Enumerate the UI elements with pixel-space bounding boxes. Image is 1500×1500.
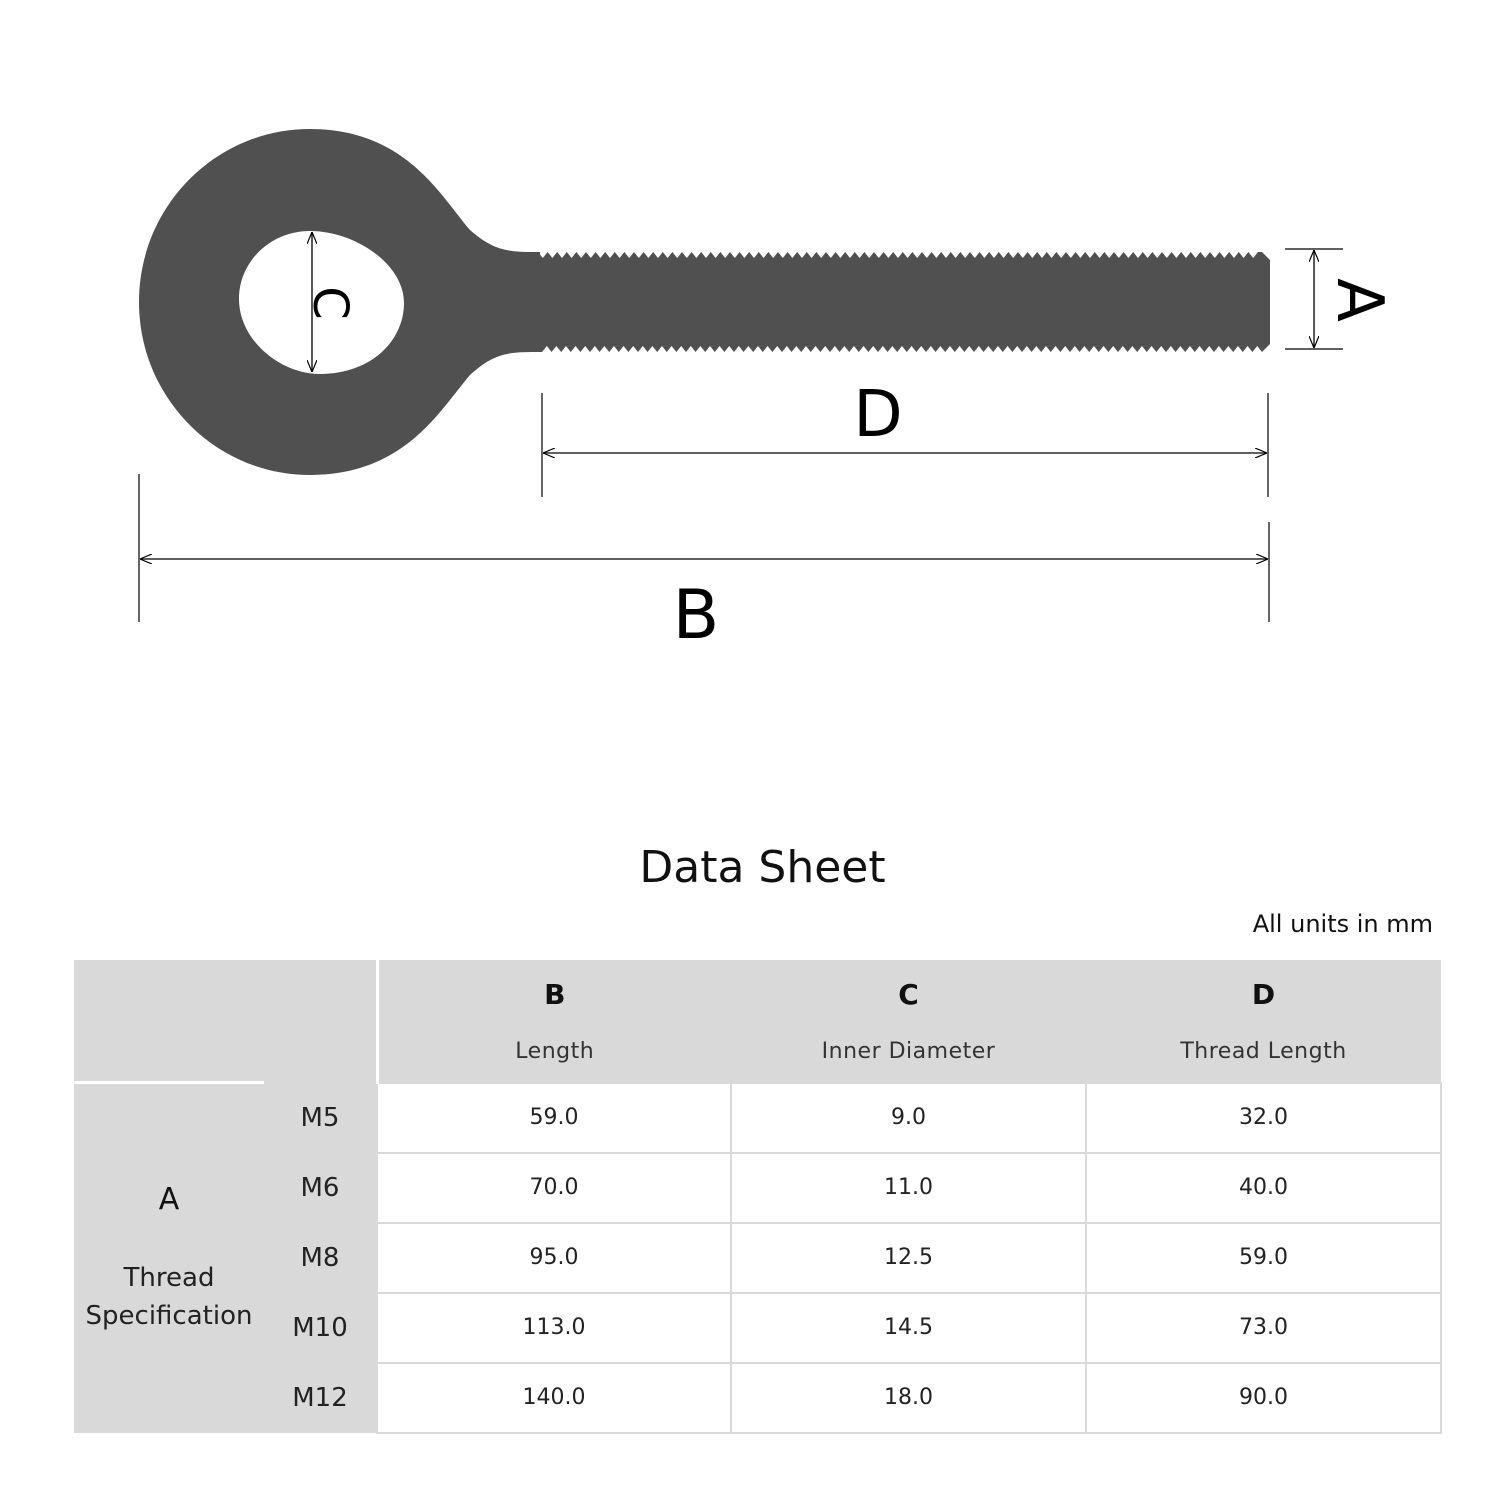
thread-size: M6 [264, 1153, 377, 1223]
cell-thread-length: 59.0 [1086, 1223, 1441, 1293]
cell-thread-length: 32.0 [1086, 1083, 1441, 1153]
header-letter: B [544, 977, 566, 1011]
cell-inner-diameter: 12.5 [731, 1223, 1086, 1293]
header-letter: C [898, 977, 919, 1011]
cell-thread-length: 40.0 [1086, 1153, 1441, 1223]
label-a: A [1322, 278, 1396, 322]
label-d: D [853, 378, 903, 452]
row-group-line2: Specification [85, 1300, 253, 1331]
header-label: Inner Diameter [821, 1038, 996, 1064]
units-note: All units in mm [1252, 910, 1433, 938]
cell-thread-length: 90.0 [1086, 1363, 1441, 1433]
cell-inner-diameter: 14.5 [731, 1293, 1086, 1363]
spec-table [74, 960, 1442, 1434]
cell-length: 59.0 [377, 1083, 731, 1153]
eye-bolt-diagram [0, 0, 1500, 700]
header-d [1086, 960, 1441, 1083]
table-row [74, 1293, 1441, 1363]
cell-length: 70.0 [377, 1153, 731, 1223]
cell-inner-diameter: 18.0 [731, 1363, 1086, 1433]
table-row [74, 1363, 1441, 1433]
cell-length: 113.0 [377, 1293, 731, 1363]
data-sheet-title: Data Sheet [639, 842, 886, 893]
thread-size: M5 [264, 1083, 377, 1153]
cell-inner-diameter: 9.0 [731, 1083, 1086, 1153]
cell-thread-length: 73.0 [1086, 1293, 1441, 1363]
header-label: Thread Length [1180, 1038, 1347, 1064]
row-group-line1: Thread [123, 1262, 215, 1293]
table-header-row [74, 960, 1441, 1083]
header-letter: D [1251, 977, 1276, 1011]
row-group-label [74, 1083, 264, 1433]
table-row [74, 1223, 1441, 1293]
cell-length: 140.0 [377, 1363, 731, 1433]
label-b: B [672, 576, 720, 655]
header-b [377, 960, 731, 1083]
cell-inner-diameter: 11.0 [731, 1153, 1086, 1223]
row-group-letter: A [158, 1181, 180, 1217]
thread-size: M10 [264, 1293, 377, 1363]
table-row [74, 1083, 1441, 1153]
header-c [731, 960, 1086, 1083]
threaded-shank [538, 252, 1270, 352]
thread-size: M8 [264, 1223, 377, 1293]
thread-size: M12 [264, 1363, 377, 1433]
header-label: Length [515, 1038, 595, 1064]
cell-length: 95.0 [377, 1223, 731, 1293]
table-row [74, 1153, 1441, 1223]
label-c: C [302, 286, 358, 320]
header-corner [74, 960, 377, 1083]
